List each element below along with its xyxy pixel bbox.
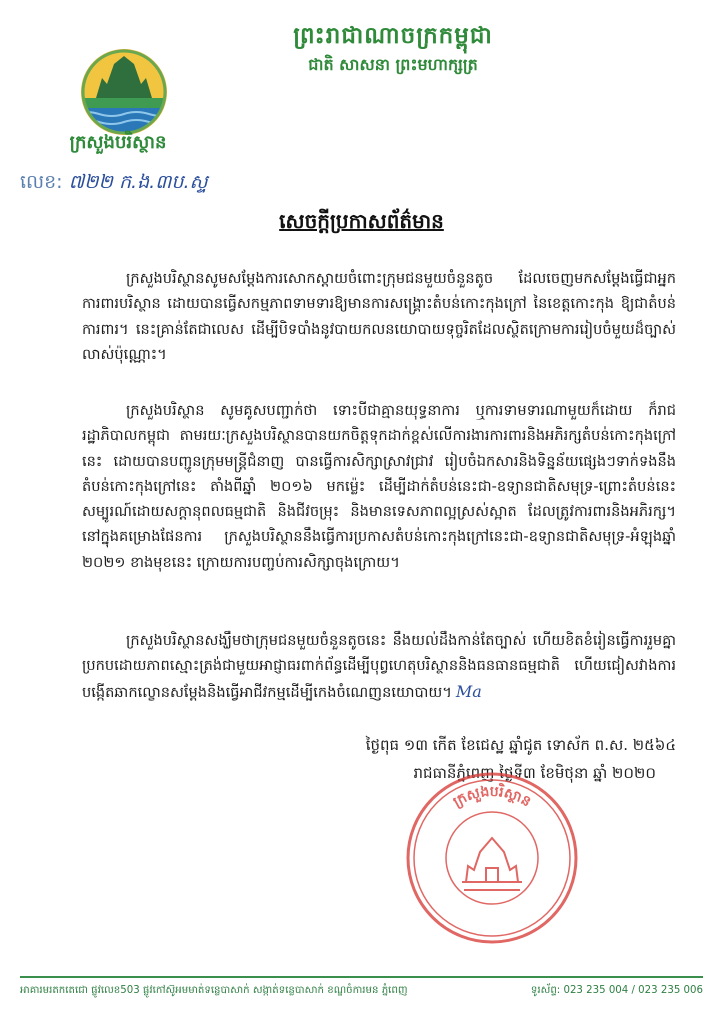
- document-title: សេចក្ដីប្រកាសព័ត៌មាន: [279, 209, 444, 233]
- paragraph-2: ក្រសួងបរិស្ថាន សូមគូសបញ្ជាក់ថា ទោះបីជាគ្មានយុទ្ធនាការ ឬការទាមទារណាមួយក៏ដោយ ក៏រាជរដ្ឋាភិបាលកម្ពុជា តាមរយៈក្រសួងបរិស្ថានបានយកចិត្តទុកដាក់ខ្ពស់លើការងារការពារនិងអភិរក្សតំបន់កោះកុងក្រៅនេះ ដោយបានបញ្ជូនក្រុមមន្ត្រីជំនាញ បានធ្វើការសិក្សាស្រាវជ្រាវ រៀបចំឯកសារនិងទិន្នន័យផ្សេងៗទាក់ទងនឹងតំបន់កោះកុងក្រៅនេះ តាំងពីឆ្នាំ ២០១៦ មកម្ល៉េះ ដើម្បីដាក់តំបន់នេះជា-ឧទ្យានជាតិសមុទ្រ-ព្រោះតំបន់នេះសម្បូរណ៍ដោយសក្តានុពលធម្មជាតិ និងជីវចម្រុះ និងមានទេសភាពល្អស្រស់ស្អាត ដែលត្រូវការពារនិងអភិរក្ស។ នៅក្នុងគម្រោងផែនការ ក្រសួងបរិស្ថាននឹងធ្វើការប្រកាសតំបន់កោះកុងក្រៅនេះជា-ឧទ្យានជាតិសមុទ្រ-អំឡុងឆ្នាំ ២០២១ ខាងមុខនេះ ក្រោយការបញ្ចប់ការសិក្សាចុងក្រោយ។: [82, 402, 676, 571]
- reference-prefix: លេខ:: [20, 171, 63, 193]
- ministry-logo: [74, 48, 174, 136]
- kingdom-heading: ព្រះរាជាណាចក្រកម្ពុជា: [293, 23, 493, 49]
- footer-address: អាគារមរតកតេជោ ផ្លូវលេខ503 ផ្លូវកៅស៊ូអមមាត់ទន្លេបាសាក់ សង្កាត់ទន្លេបាសាក់ ខណ្ឌចំការមន ភ្នំពេញ: [20, 985, 408, 996]
- reference-line: [20, 170, 208, 198]
- handwritten-initial: Ma: [455, 681, 482, 701]
- national-motto: ជាតិ សាសនា ព្រះមហាក្សត្រ: [308, 55, 478, 74]
- footer-phone: ទូរស័ព្ទ: 023 235 004 / 023 235 006: [530, 985, 703, 996]
- official-seal: [404, 770, 580, 946]
- ministry-name: ក្រសួងបរិស្ថាន: [69, 132, 167, 153]
- paragraph-1: ក្រសួងបរិស្ថានសូមសម្តែងការសោកស្តាយចំពោះក្រុមជនមួយចំនួនតូច ដែលចេញមកសម្តែងធ្វើជាអ្នកការពារបរិស្ថាន ដោយបានធ្វើសកម្មភាពទាមទារឱ្យមានការសង្គ្រោះតំបន់កោះកុងក្រៅ នៃខេត្តកោះកុង ឱ្យជាតំបន់ការពារ។ នេះគ្រាន់តែជាលេស ដើម្បីបិទបាំងនូវបាយកលនយោបាយទុច្ចរិតដែលស្ថិតក្រោមការរៀបចំមួយដ៏ច្បាស់លាស់ប៉ុណ្ណោះ។: [82, 270, 676, 363]
- lunar-date: ថ្ងៃពុធ ១៣ កើត ខែជេស្ឋ ឆ្នាំជូត ទោស័ក ព.ស. ២៥៦៤: [365, 736, 676, 754]
- reference-number: ៧២២ ក.ង.៣ប.ស្ទ: [68, 171, 208, 193]
- seal-inscription: ក្រសួងបរិស្ថាន: [450, 783, 534, 811]
- solar-date: រាជធានីភ្នំពេញ ថ្ងៃទី៣ ខែមិថុនា ឆ្នាំ ២០២០: [413, 764, 656, 782]
- paragraph-3-text: ក្រសួងបរិស្ថានសង្ឃឹមថាក្រុមជនមួយចំនួនតូចនេះ នឹងយល់ដឹងកាន់តែច្បាស់ ហើយខិតខំរៀនធ្វើការរួមគ្នាប្រកបដោយភាពស្មោះត្រង់ជាមួយអាជ្ញាធរពាក់ព័ន្ធដើម្បីបុព្វហេតុបរិស្ថាននិងធនធានធម្មជាតិ ហើយជៀសវាងការបង្កើតឆាកល្ខោនសម្តែងនិងធ្វើអាជីវកម្មដើម្បីកេងចំណេញនយោបាយ។: [82, 632, 676, 701]
- footer: [20, 983, 703, 998]
- paragraph-3: [82, 628, 676, 705]
- footer-divider: [20, 976, 703, 978]
